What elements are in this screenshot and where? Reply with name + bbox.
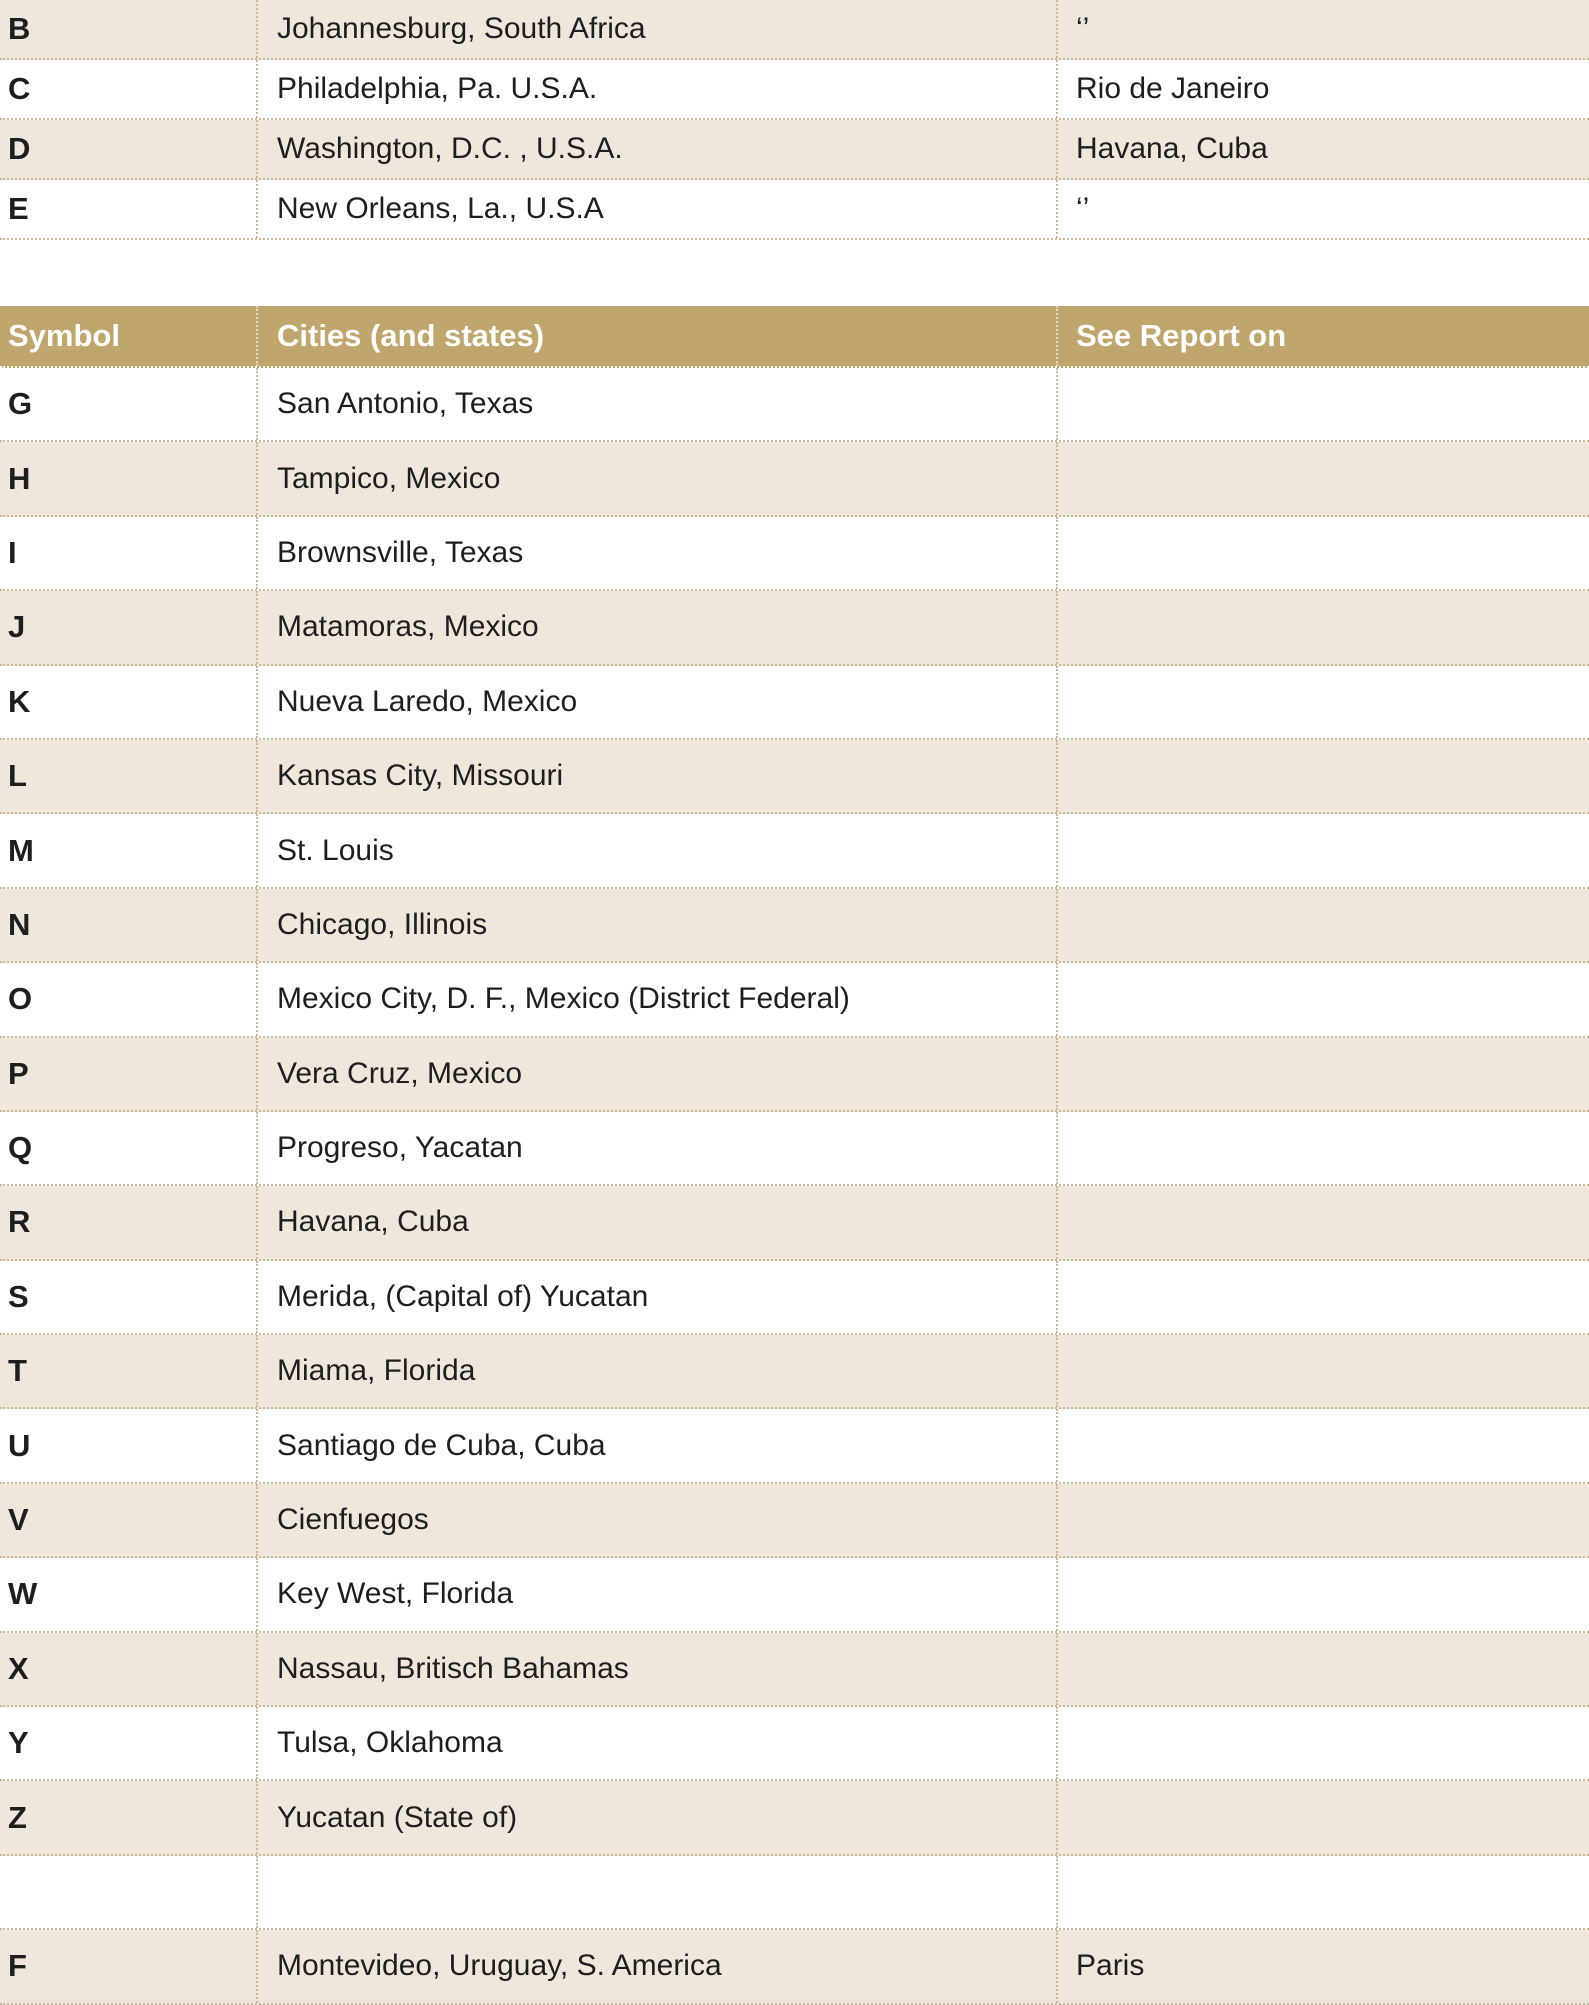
report-cell: Rio de Janeiro <box>1056 60 1589 118</box>
city-cell: Vera Cruz, Mexico <box>256 1038 1056 1110</box>
city-cell: San Antonio, Texas <box>256 368 1056 440</box>
symbol-cell: C <box>8 71 31 106</box>
city-cell: Kansas City, Missouri <box>256 740 1056 812</box>
symbol-cell: V <box>8 1502 29 1538</box>
report-cell <box>1056 740 1589 812</box>
table-row <box>0 1409 1589 1483</box>
symbol-cell: Y <box>8 1725 29 1761</box>
report-cell <box>1056 1038 1589 1110</box>
symbol-cell: G <box>8 386 33 422</box>
symbol-cell: M <box>8 832 34 868</box>
table-row <box>0 666 1589 740</box>
report-cell <box>1056 1335 1589 1407</box>
city-cell: St. Louis <box>256 814 1056 886</box>
report-cell <box>1056 889 1589 961</box>
report-cell <box>1056 442 1589 514</box>
city-cell: Progreso, Yacatan <box>256 1112 1056 1184</box>
city-cell: Miama, Florida <box>256 1335 1056 1407</box>
header-see-report: See Report on <box>1056 306 1589 366</box>
table-row <box>0 814 1589 888</box>
table-row <box>0 963 1589 1037</box>
report-cell: Havana, Cuba <box>1056 120 1589 178</box>
city-cell: Chicago, Illinois <box>256 889 1056 961</box>
header-symbol: Symbol <box>8 318 120 353</box>
header-cities: Cities (and states) <box>256 306 1056 366</box>
symbol-cell: E <box>8 191 29 226</box>
symbol-cell: Q <box>8 1130 33 1166</box>
top-table <box>0 0 1589 240</box>
symbol-cell: O <box>8 981 33 1017</box>
report-cell: ‘’ <box>1056 0 1589 58</box>
city-cell: Havana, Cuba <box>256 1186 1056 1258</box>
city-cell <box>256 1856 1056 1928</box>
table-row <box>0 1186 1589 1260</box>
symbol-cell: Z <box>8 1799 27 1835</box>
city-cell: Merida, (Capital of) Yucatan <box>256 1261 1056 1333</box>
report-cell <box>1056 1186 1589 1258</box>
table-row <box>0 1038 1589 1112</box>
symbol-cell: J <box>8 609 26 645</box>
city-cell: Tampico, Mexico <box>256 442 1056 514</box>
symbol-cell: X <box>8 1650 29 1686</box>
table-row <box>0 1261 1589 1335</box>
table-row <box>0 368 1589 442</box>
report-cell <box>1056 1558 1589 1630</box>
table-row <box>0 740 1589 814</box>
report-cell <box>1056 814 1589 886</box>
symbol-cell: T <box>8 1353 27 1389</box>
report-cell <box>1056 591 1589 663</box>
symbol-cell <box>0 1856 256 1928</box>
symbol-cell: F <box>8 1948 27 1984</box>
symbol-cell: U <box>8 1427 31 1463</box>
symbol-cell: B <box>8 11 31 46</box>
report-cell <box>1056 1707 1589 1779</box>
table-row <box>0 0 1589 60</box>
table-row <box>0 1558 1589 1632</box>
report-cell <box>1056 1261 1589 1333</box>
report-cell <box>1056 1781 1589 1853</box>
symbol-cell: L <box>8 758 27 794</box>
table-row <box>0 1856 1589 1930</box>
table-row <box>0 517 1589 591</box>
city-cell: Cienfuegos <box>256 1484 1056 1556</box>
city-cell: Philadelphia, Pa. U.S.A. <box>256 60 1056 118</box>
table-row <box>0 889 1589 963</box>
symbol-cell: N <box>8 906 31 942</box>
city-cell: Johannesburg, South Africa <box>256 0 1056 58</box>
cities-table <box>0 306 1589 2005</box>
table-row <box>0 442 1589 516</box>
city-cell: Montevideo, Uruguay, S. America <box>256 1930 1056 2002</box>
report-cell: ‘’ <box>1056 180 1589 238</box>
symbol-cell: K <box>8 683 31 719</box>
city-cell: Matamoras, Mexico <box>256 591 1056 663</box>
table-row <box>0 1112 1589 1186</box>
report-cell: Paris <box>1056 1930 1589 2002</box>
symbol-cell: W <box>8 1576 38 1612</box>
city-cell: Santiago de Cuba, Cuba <box>256 1409 1056 1481</box>
city-cell: Tulsa, Oklahoma <box>256 1707 1056 1779</box>
report-cell <box>1056 517 1589 589</box>
report-cell <box>1056 1112 1589 1184</box>
table-row <box>0 120 1589 180</box>
table-row <box>0 1484 1589 1558</box>
report-cell <box>1056 666 1589 738</box>
symbol-cell: D <box>8 131 31 166</box>
symbol-cell: H <box>8 460 31 496</box>
city-cell: New Orleans, La., U.S.A <box>256 180 1056 238</box>
city-cell: Nassau, Britisch Bahamas <box>256 1633 1056 1705</box>
report-cell <box>1056 963 1589 1035</box>
city-cell: Mexico City, D. F., Mexico (District Federal) <box>256 963 1056 1035</box>
report-cell <box>1056 1633 1589 1705</box>
report-cell <box>1056 368 1589 440</box>
city-cell: Yucatan (State of) <box>256 1781 1056 1853</box>
table-row <box>0 1633 1589 1707</box>
table-row <box>0 60 1589 120</box>
table-row <box>0 180 1589 240</box>
table-header-row <box>0 306 1589 368</box>
table-row <box>0 591 1589 665</box>
city-cell: Key West, Florida <box>256 1558 1056 1630</box>
symbol-cell: S <box>8 1278 29 1314</box>
city-cell: Washington, D.C. , U.S.A. <box>256 120 1056 178</box>
report-cell <box>1056 1409 1589 1481</box>
table-row <box>0 1930 1589 2004</box>
symbol-cell: P <box>8 1055 29 1091</box>
table-row <box>0 1335 1589 1409</box>
city-cell: Brownsville, Texas <box>256 517 1056 589</box>
report-cell <box>1056 1856 1589 1928</box>
symbol-cell: I <box>8 534 17 570</box>
city-cell: Nueva Laredo, Mexico <box>256 666 1056 738</box>
table-row <box>0 1707 1589 1781</box>
report-cell <box>1056 1484 1589 1556</box>
symbol-cell: R <box>8 1204 31 1240</box>
table-row <box>0 1781 1589 1855</box>
